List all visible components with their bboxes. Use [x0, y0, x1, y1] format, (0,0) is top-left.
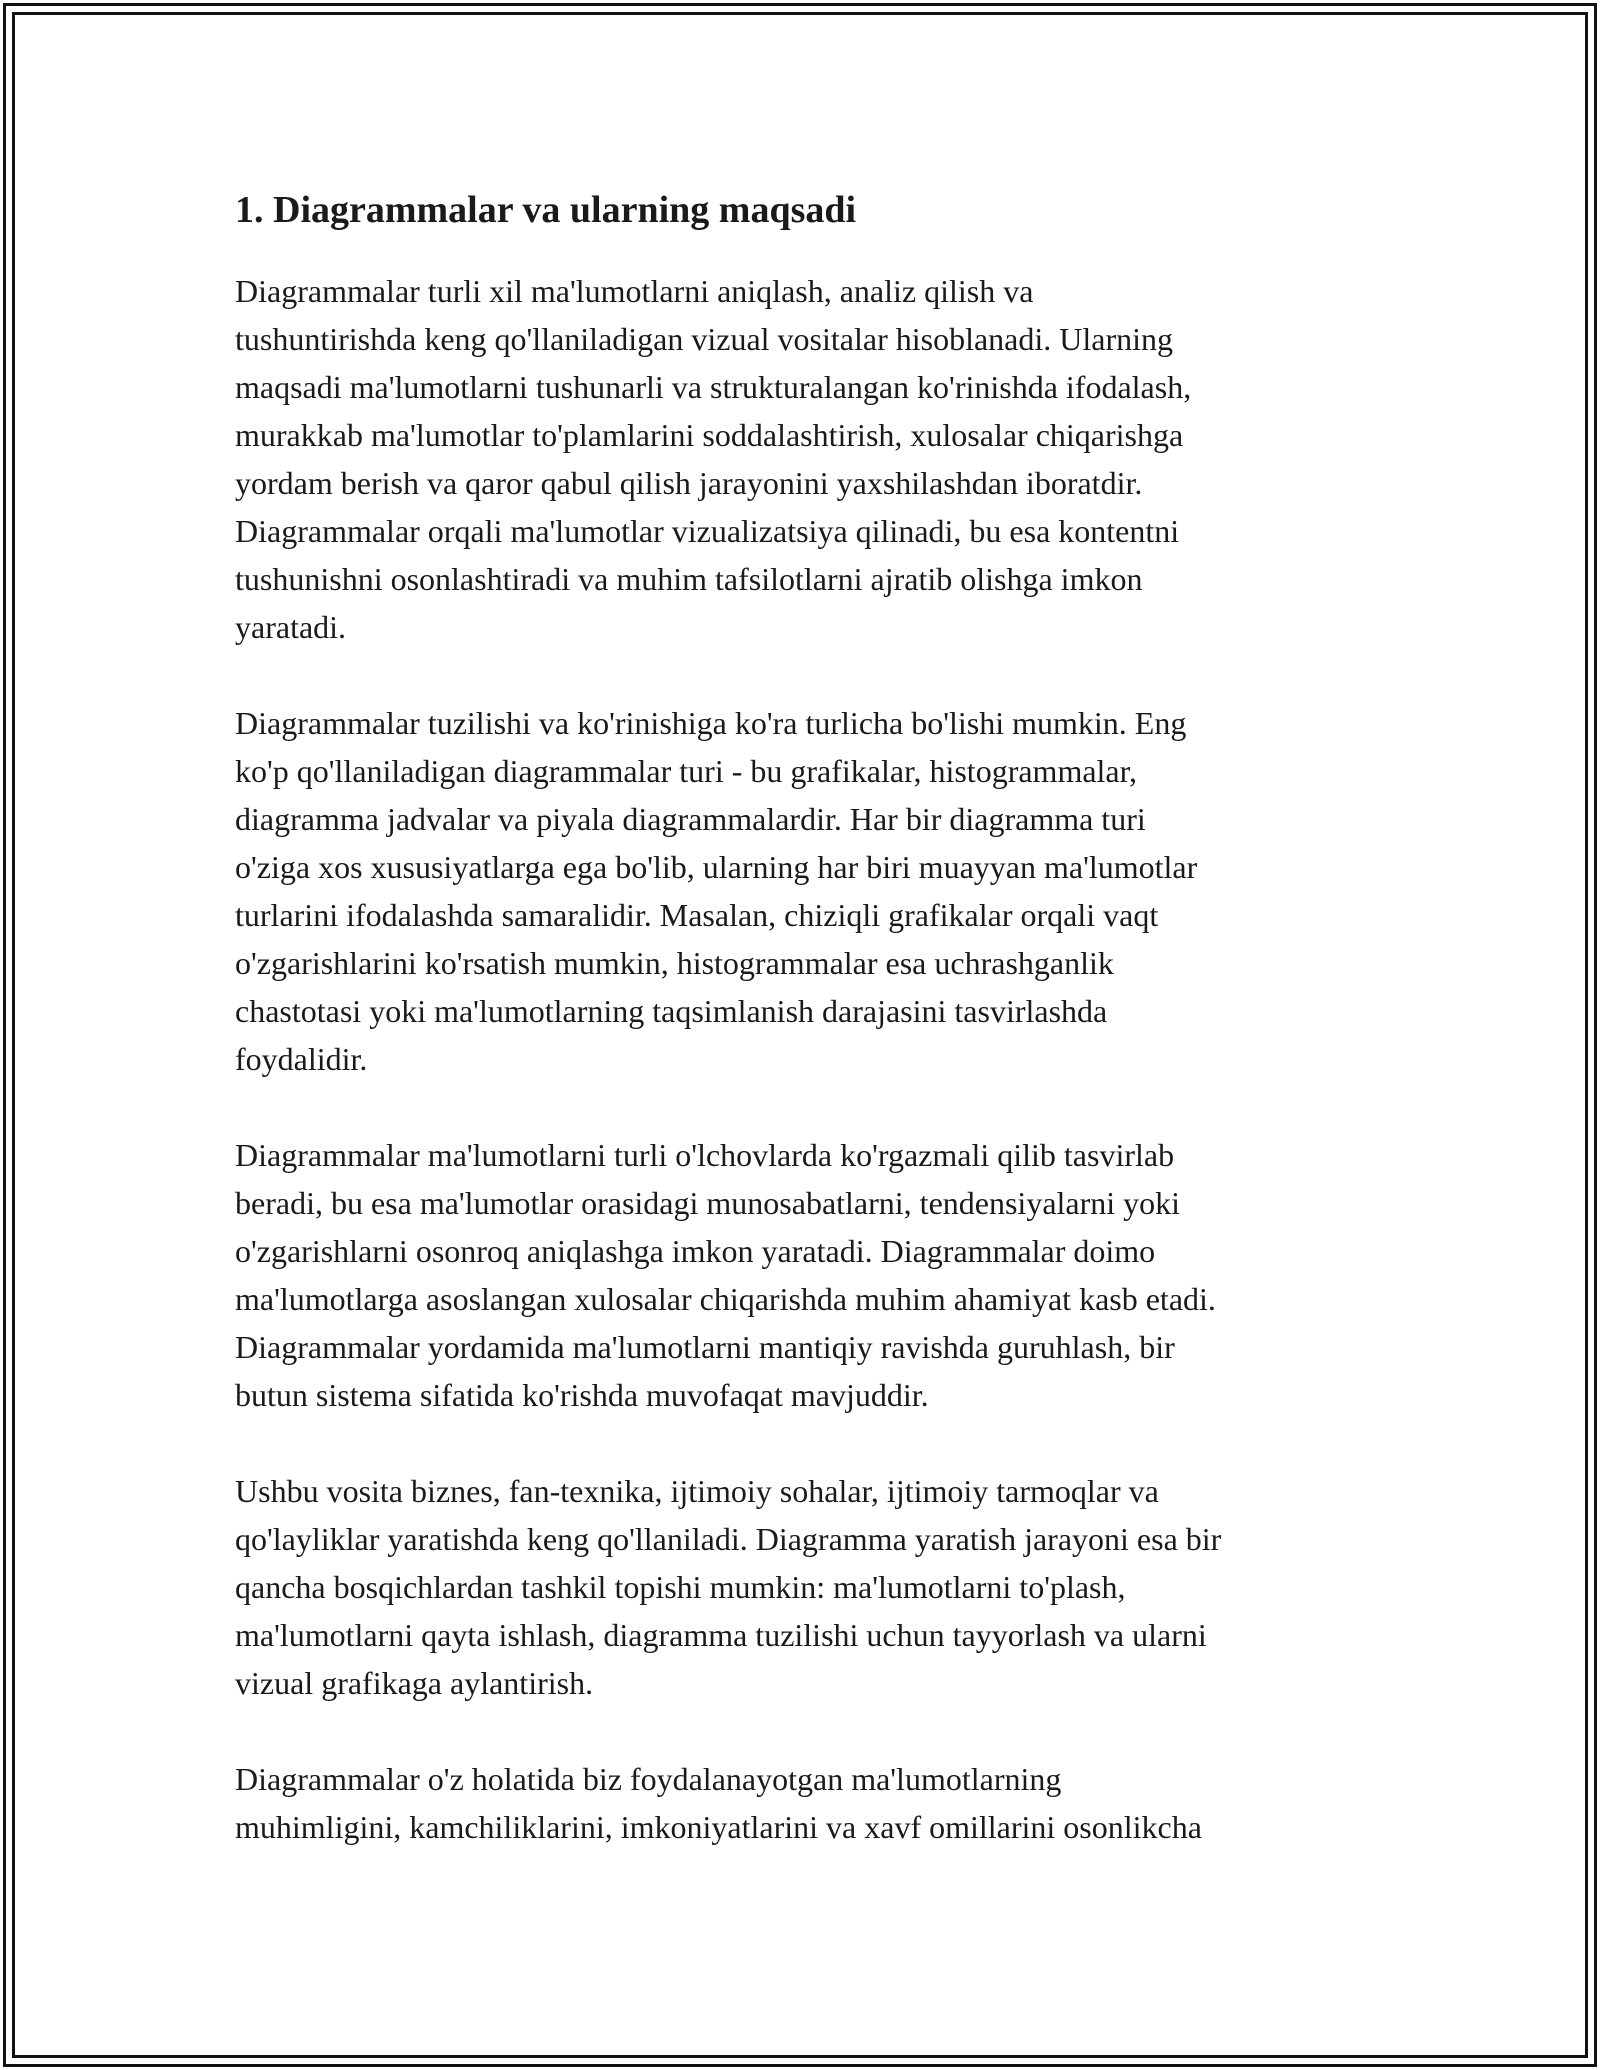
text-line: maqsadi ma'lumotlarni tushunarli va strukturalangan ko'rinishda ifodalash,	[235, 369, 1192, 406]
text-line: yordam berish va qaror qabul qilish jarayonini yaxshilashdan iboratdir.	[235, 465, 1143, 502]
text-line: o'zgarishlarni osonroq aniqlashga imkon yaratadi. Diagrammalar doimo	[235, 1233, 1156, 1270]
text-line: Diagrammalar o'z holatida biz foydalanayotgan ma'lumotlarning	[235, 1761, 1062, 1798]
text-line: tushunishni osonlashtiradi va muhim tafsilotlarni ajratib olishga imkon	[235, 561, 1143, 598]
section-heading: 1. Diagrammalar va ularning maqsadi	[235, 189, 857, 231]
text-line: qancha bosqichlardan tashkil topishi mumkin: ma'lumotlarni to'plash,	[235, 1569, 1126, 1606]
text-line: muhimligini, kamchiliklarini, imkoniyatlarini va xavf omillarini osonlikcha	[235, 1809, 1202, 1846]
document-body	[235, 186, 1385, 1899]
text-line: chastotasi yoki ma'lumotlarning taqsimlanish darajasini tasvirlashda	[235, 993, 1108, 1030]
text-line: butun sistema sifatida ko'rishda muvofaqat mavjuddir.	[235, 1377, 929, 1414]
paragraph-4	[235, 1467, 1385, 1707]
paragraph-1	[235, 267, 1385, 651]
text-line: Ushbu vosita biznes, fan-texnika, ijtimoiy sohalar, ijtimoiy tarmoqlar va	[235, 1473, 1159, 1510]
text-line: Diagrammalar orqali ma'lumotlar vizualizatsiya qilinadi, bu esa kontentni	[235, 513, 1180, 550]
text-line: turlarini ifodalashda samaralidir. Masalan, chiziqli grafikalar orqali vaqt	[235, 897, 1159, 934]
text-line: Diagrammalar ma'lumotlarni turli o'lchovlarda ko'rgazmali qilib tasvirlab	[235, 1137, 1175, 1174]
text-line: o'ziga xos xususiyatlarga ega bo'lib, ularning har biri muayyan ma'lumotlar	[235, 849, 1198, 886]
text-line: tushuntirishda keng qo'llaniladigan vizual vositalar hisoblanadi. Ularning	[235, 321, 1174, 358]
text-line: Diagrammalar turli xil ma'lumotlarni aniqlash, analiz qilish va	[235, 273, 1034, 310]
text-line: ma'lumotlarni qayta ishlash, diagramma tuzilishi uchun tayyorlash va ularni	[235, 1617, 1207, 1654]
text-line: diagramma jadvalar va piyala diagrammalardir. Har bir diagramma turi	[235, 801, 1146, 838]
text-line: murakkab ma'lumotlar to'plamlarini soddalashtirish, xulosalar chiqarishga	[235, 417, 1184, 454]
paragraph-5	[235, 1755, 1385, 1851]
text-line: ma'lumotlarga asoslangan xulosalar chiqarishda muhim ahamiyat kasb etadi.	[235, 1281, 1216, 1318]
text-line: foydalidir.	[235, 1041, 368, 1078]
paragraph-2	[235, 699, 1385, 1083]
text-line: vizual grafikaga aylantirish.	[235, 1665, 594, 1702]
text-line: qo'layliklar yaratishda keng qo'llaniladi. Diagramma yaratish jarayoni esa bir	[235, 1521, 1222, 1558]
text-line: o'zgarishlarini ko'rsatish mumkin, histogrammalar esa uchrashganlik	[235, 945, 1114, 982]
text-line: yaratadi.	[235, 609, 347, 646]
text-line: Diagrammalar tuzilishi va ko'rinishiga ko'ra turlicha bo'lishi mumkin. Eng	[235, 705, 1187, 742]
paragraph-3	[235, 1131, 1385, 1419]
text-line: ko'p qo'llaniladigan diagrammalar turi - bu grafikalar, histogrammalar,	[235, 753, 1137, 790]
text-line: Diagrammalar yordamida ma'lumotlarni mantiqiy ravishda guruhlash, bir	[235, 1329, 1175, 1366]
text-line: beradi, bu esa ma'lumotlar orasidagi munosabatlarni, tendensiyalarni yoki	[235, 1185, 1181, 1222]
